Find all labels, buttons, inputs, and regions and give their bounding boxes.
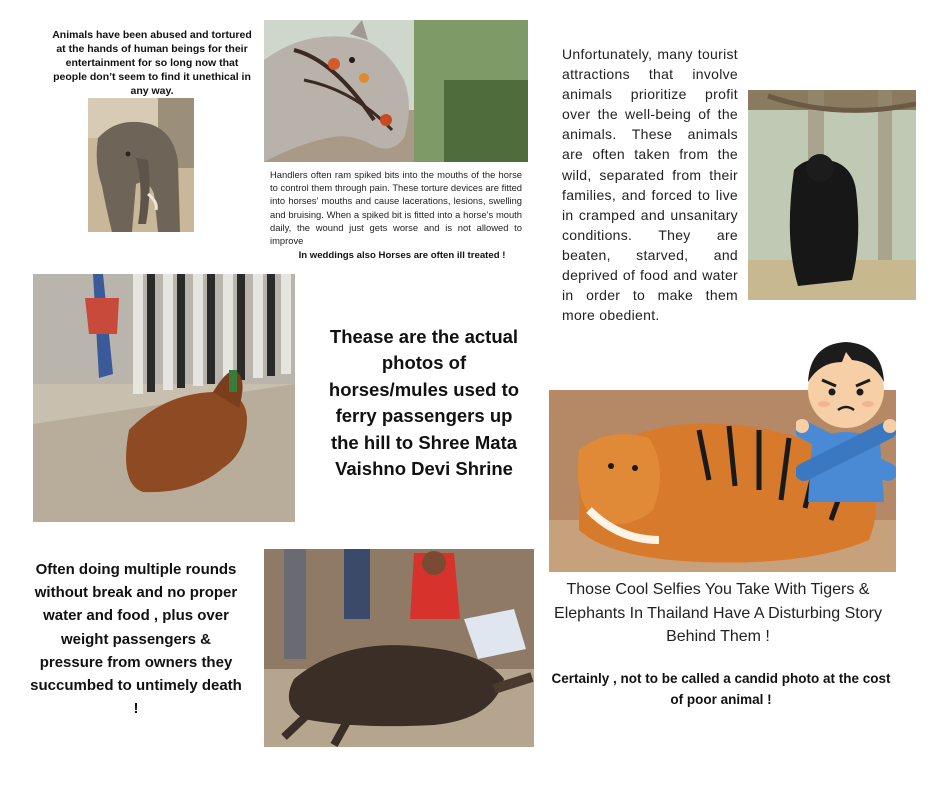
multiple-rounds-text: Often doing multiple rounds without break and no proper water and food , plus over weight passengers & pressure from owners they succumbed to untimely death ! [30,561,242,718]
dead-horse-photo [264,549,534,747]
vaishno-devi-text: Thease are the actual photos of horses/mules used to ferry passengers up the hill to Shree Mata Vaishno Devi Shrine [328,326,520,480]
elephant-photo [88,98,194,232]
elephant-caption: Animals have been abused and tortured at the hands of human beings for their entertainment for so long now that people don’t seem to find it unethical in any way. [52,29,252,97]
fallen-horse-photo [33,274,295,522]
tourist-attractions-text: Unfortunately, many tourist attractions that involve animals prioritize profit over the well-being of the animals. These animals are often taken from the wild, separated from their families, and forced to live in cramped and unsanitary conditions. They are beaten, starved, and deprived of food and water in order to make them more obedient. [562,46,738,324]
selfie-text: Those Cool Selfies You Take With Tigers & Elephants In Thailand Have A Disturbing Story Behind Them ! [554,581,882,645]
spiked-bit-text: Handlers often ram spiked bits into the mouths of the horse to control them through pain. These torture devices are fitted into horses’ mouths and cause lacerations, lesions, swelling and bruising. When a spiked bit is fitted into a horse’s mouth daily, the wound just gets worse and is not allowed to improve [270,169,522,247]
angry-boy-illustration [796,322,896,502]
horse-spiked-bit-photo [264,20,528,162]
candid-photo-text: Certainly , not to be called a candid photo at the cost of poor animal ! [551,671,891,707]
chimpanzee-photo [748,90,916,300]
wedding-text: In weddings also Horses are often ill treated ! [298,250,506,261]
